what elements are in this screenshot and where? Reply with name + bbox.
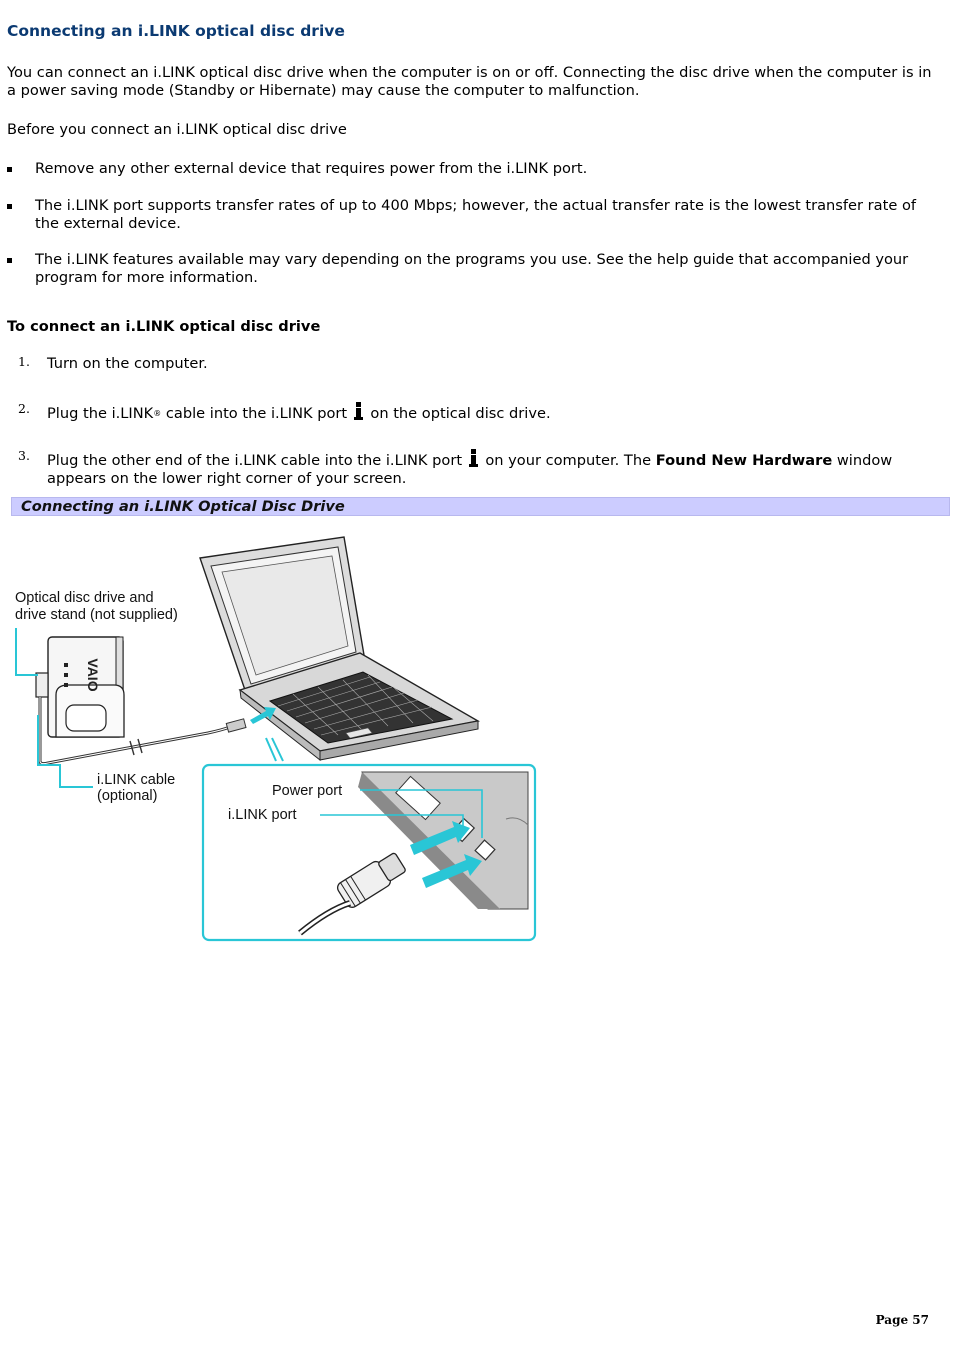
label-cable-line2: (optional) — [97, 788, 158, 804]
label-ilink-port: i.LINK port — [228, 807, 297, 823]
step-item: 3. Plug the other end of the i.LINK cable into the i.LINK port on your computer. The Found New Hardware window appears on the lower right corner of your screen. — [18, 448, 893, 487]
optical-drive-illustration — [36, 637, 124, 737]
bullet-square-icon — [7, 167, 12, 172]
bullet-square-icon — [7, 204, 12, 209]
bullet-square-icon — [7, 258, 12, 263]
intro-paragraph: You can connect an i.LINK optical disc drive when the computer is on or off. Connecting the disc drive when the computer is in a power saving mode (Standby or Hibernate) may cause the computer to malfunction. — [7, 64, 932, 99]
drive-brand-text: VAIO — [85, 658, 101, 692]
list-item: The i.LINK port supports transfer rates of up to 400 Mbps; however, the actual transfer rate is the lowest transfer rate of the external device. — [7, 197, 917, 233]
ilink-icon — [469, 449, 479, 467]
label-cable-line1: i.LINK cable — [97, 772, 176, 788]
step-item: 1. Turn on the computer. — [18, 354, 208, 372]
page-title: Connecting an i.LINK optical disc drive — [7, 22, 345, 40]
label-power-port: Power port — [272, 783, 343, 799]
label-drive-line2: drive stand (not supplied) — [15, 607, 178, 623]
procedure-heading: To connect an i.LINK optical disc drive — [7, 318, 321, 335]
step-item: 2. Plug the i.LINK® cable into the i.LINK port on the optical disc drive. — [18, 401, 551, 422]
ilink-icon — [354, 402, 364, 420]
figure-caption: Connecting an i.LINK Optical Disc Drive — [21, 498, 345, 515]
before-label: Before you connect an i.LINK optical disc drive — [7, 121, 347, 138]
connection-illustration — [8, 525, 548, 950]
list-item: The i.LINK features available may vary depending on the programs you use. See the help guide that accompanied your program for more information. — [7, 251, 917, 287]
figure-caption-bar — [11, 497, 950, 516]
page-number: Page 57 — [875, 1313, 929, 1327]
list-item: Remove any other external device that requires power from the i.LINK port. — [7, 160, 917, 178]
label-drive-line1: Optical disc drive and — [15, 590, 154, 606]
